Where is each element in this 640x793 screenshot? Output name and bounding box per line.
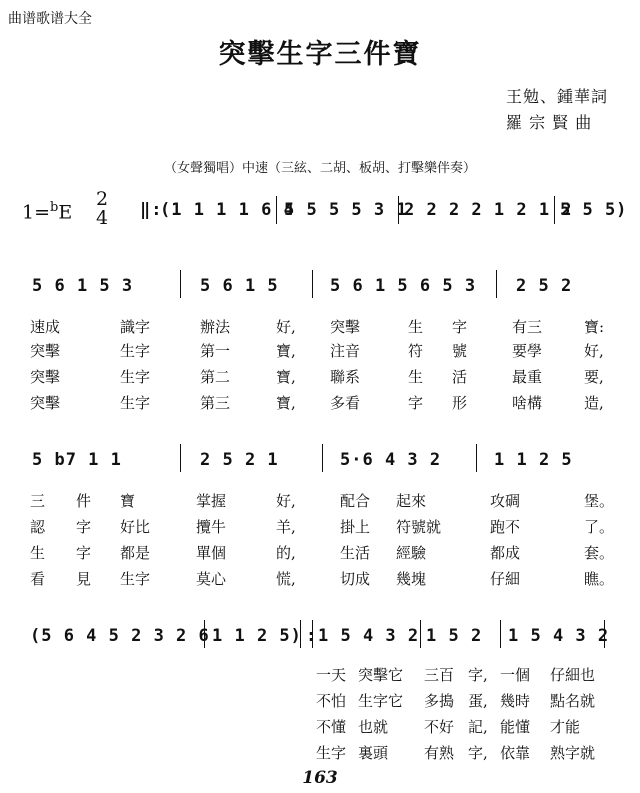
lyric-word: 生字 xyxy=(316,744,347,762)
lyric-word: 生 xyxy=(408,318,424,336)
lyric-word: 能懂 xyxy=(500,718,531,736)
lyric-word: 熟字就 xyxy=(550,744,596,762)
time-bottom: 4 xyxy=(96,207,109,229)
lyric-word: 突擊 xyxy=(330,318,361,336)
lyric-word: 看 xyxy=(30,570,46,588)
lyric-word: 字 xyxy=(408,394,424,412)
measure-4-4: 1 5 2 xyxy=(426,626,483,646)
measure-2-2: 5 6 1 5 xyxy=(200,276,279,296)
lyric-word: 寶, xyxy=(276,394,296,412)
measure-4-3: 1 5 4 3 2 xyxy=(318,626,420,646)
performance-note: （女聲獨唱）中速（三絃、二胡、板胡、打擊樂伴奏） xyxy=(163,161,476,176)
lyric-word: 形 xyxy=(452,394,468,412)
lyric-word: 生字 xyxy=(120,394,151,412)
page-number: 163 xyxy=(302,768,338,788)
lyric-word: 寶, xyxy=(276,342,296,360)
lyric-word: 攻碉 xyxy=(490,492,521,510)
lyric-word: 突擊它 xyxy=(358,666,404,684)
measure-3-4: 1 1 2 5 xyxy=(494,450,573,470)
repeat-start: ‖: xyxy=(140,200,163,220)
measure-2-1: 5 6 1 5 3 xyxy=(32,276,134,296)
bar-line xyxy=(180,270,181,298)
lyric-word: 點名就 xyxy=(550,692,596,710)
measure-1-2: 5 5 5 5 3 1 xyxy=(284,200,408,220)
lyric-word: 最重 xyxy=(512,368,543,386)
key-note: E xyxy=(58,201,73,224)
bar-line xyxy=(604,620,605,648)
lyric-word: 也就 xyxy=(358,718,389,736)
lyric-word: 寶, xyxy=(276,368,296,386)
lyric-word: 依靠 xyxy=(500,744,531,762)
lyric-word: 蛋, xyxy=(468,692,488,710)
lyric-word: 聯系 xyxy=(330,368,361,386)
key-flat: b xyxy=(50,200,59,215)
lyric-word: 羊, xyxy=(276,518,296,536)
lyric-word: 突擊 xyxy=(30,368,61,386)
bar-line xyxy=(500,620,501,648)
measure-4-1: (5 6 4 5 2 3 2 6 xyxy=(30,626,210,646)
lyric-word: 突擊 xyxy=(30,342,61,360)
lyric-word: 啥構 xyxy=(512,394,543,412)
lyric-word: 跑不 xyxy=(490,518,521,536)
lyric-word: 一天 xyxy=(316,666,347,684)
lyric-word: 識字 xyxy=(120,318,151,336)
lyric-word: 裏頭 xyxy=(358,744,389,762)
bar-line xyxy=(300,620,301,648)
lyric-word: 好比 xyxy=(120,518,151,536)
lyric-word: 好, xyxy=(584,342,604,360)
time-signature xyxy=(96,190,108,228)
measure-2-3: 5 6 1 5 6 5 3 xyxy=(330,276,477,296)
lyric-word: 仔細 xyxy=(490,570,521,588)
lyric-word: 掌握 xyxy=(196,492,227,510)
lyric-word: 速成 xyxy=(30,318,61,336)
lyric-word: 生 xyxy=(408,368,424,386)
lyricist-credit: 王勉、鍾華詞 xyxy=(506,87,609,106)
bar-line xyxy=(398,196,399,224)
lyric-word: 寶 xyxy=(120,492,136,510)
lyric-word: 起來 xyxy=(396,492,427,510)
lyric-word: 不好 xyxy=(424,718,455,736)
lyric-word: 多搗 xyxy=(424,692,455,710)
lyric-word: 幾時 xyxy=(500,692,531,710)
lyric-word: 生字 xyxy=(120,368,151,386)
key-signature xyxy=(22,200,72,223)
measure-3-2: 2 5 2 1 xyxy=(200,450,279,470)
lyric-word: 活 xyxy=(452,368,468,386)
lyric-word: 仔細也 xyxy=(550,666,596,684)
measure-2-4: 2 5 2 xyxy=(516,276,573,296)
bar-line xyxy=(312,620,313,648)
lyric-word: 好, xyxy=(276,318,296,336)
lyric-word: 注音 xyxy=(330,342,361,360)
measure-1-3: 2 2 2 2 1 2 1 2 xyxy=(404,200,573,220)
composer-credit: 羅 宗 賢 曲 xyxy=(506,113,593,132)
lyric-word: 符號就 xyxy=(396,518,442,536)
lyric-word: 三百 xyxy=(424,666,455,684)
lyric-word: 單個 xyxy=(196,544,227,562)
lyric-word: 字 xyxy=(452,318,468,336)
lyric-word: 字 xyxy=(76,518,92,536)
lyric-word: 掛上 xyxy=(340,518,371,536)
lyric-word: 不懂 xyxy=(316,718,347,736)
key-prefix: 1= xyxy=(22,201,51,224)
lyric-word: 才能 xyxy=(550,718,581,736)
lyric-word: 突擊 xyxy=(30,394,61,412)
lyric-word: 都成 xyxy=(490,544,521,562)
lyric-word: 第一 xyxy=(200,342,231,360)
lyric-word: 要, xyxy=(584,368,604,386)
lyric-word: 記, xyxy=(468,718,488,736)
lyric-word: 不怕 xyxy=(316,692,347,710)
bar-line xyxy=(420,620,421,648)
lyric-word: 瞧。 xyxy=(584,570,615,588)
measure-1-4: 5 5 5) xyxy=(560,200,628,220)
lyric-word: 件 xyxy=(76,492,92,510)
lyric-word: 第三 xyxy=(200,394,231,412)
lyric-word: 慌, xyxy=(276,570,296,588)
lyric-word: 有三 xyxy=(512,318,543,336)
lyric-word: 幾塊 xyxy=(396,570,427,588)
lyric-word: 字, xyxy=(468,744,488,762)
bar-line xyxy=(554,196,555,224)
measure-1-1: (1 1 1 1 6 4 xyxy=(160,200,295,220)
measure-3-1: 5 b7 1 1 xyxy=(32,450,122,470)
lyric-word: 切成 xyxy=(340,570,371,588)
lyric-word: 生字 xyxy=(120,342,151,360)
lyric-word: 第二 xyxy=(200,368,231,386)
song-title: 突擊生字三件寶 xyxy=(218,39,422,70)
lyric-word: 生 xyxy=(30,544,46,562)
lyric-word: 配合 xyxy=(340,492,371,510)
lyric-word: 堡。 xyxy=(584,492,615,510)
lyric-word: 經驗 xyxy=(396,544,427,562)
lyric-word: 號 xyxy=(452,342,468,360)
lyric-word: 了。 xyxy=(584,518,615,536)
lyric-word: 攬牛 xyxy=(196,518,227,536)
site-name: 曲谱歌谱大全 xyxy=(8,11,92,27)
measure-4-2: 1 1 2 5) xyxy=(212,626,302,646)
bar-line xyxy=(204,620,205,648)
lyric-word: 字, xyxy=(468,666,488,684)
measure-4-5: 1 5 4 3 2 xyxy=(508,626,610,646)
lyric-word: 有熟 xyxy=(424,744,455,762)
lyric-word: 符 xyxy=(408,342,424,360)
bar-line xyxy=(476,444,477,472)
lyric-word: 好, xyxy=(276,492,296,510)
lyric-word: 生字它 xyxy=(358,692,404,710)
time-top: 2 xyxy=(96,188,109,210)
lyric-word: 多看 xyxy=(330,394,361,412)
lyric-word: 三 xyxy=(30,492,46,510)
lyric-word: 字 xyxy=(76,544,92,562)
bar-line xyxy=(322,444,323,472)
lyric-word: 見 xyxy=(76,570,92,588)
lyric-word: 都是 xyxy=(120,544,151,562)
lyric-word: 認 xyxy=(30,518,46,536)
lyric-word: 寶: xyxy=(584,318,605,336)
lyric-word: 要學 xyxy=(512,342,543,360)
lyric-word: 莫心 xyxy=(196,570,227,588)
bar-line xyxy=(276,196,277,224)
lyric-word: 一個 xyxy=(500,666,531,684)
bar-line xyxy=(496,270,497,298)
lyric-word: 生字 xyxy=(120,570,151,588)
bar-line xyxy=(180,444,181,472)
lyric-word: 辦法 xyxy=(200,318,231,336)
measure-3-3: 5·6 4 3 2 xyxy=(340,450,442,470)
bar-line xyxy=(312,270,313,298)
lyric-word: 生活 xyxy=(340,544,371,562)
lyric-word: 造, xyxy=(584,394,604,412)
lyric-word: 套。 xyxy=(584,544,615,562)
lyric-word: 的, xyxy=(276,544,296,562)
repeat-end-sign: : xyxy=(306,626,318,646)
